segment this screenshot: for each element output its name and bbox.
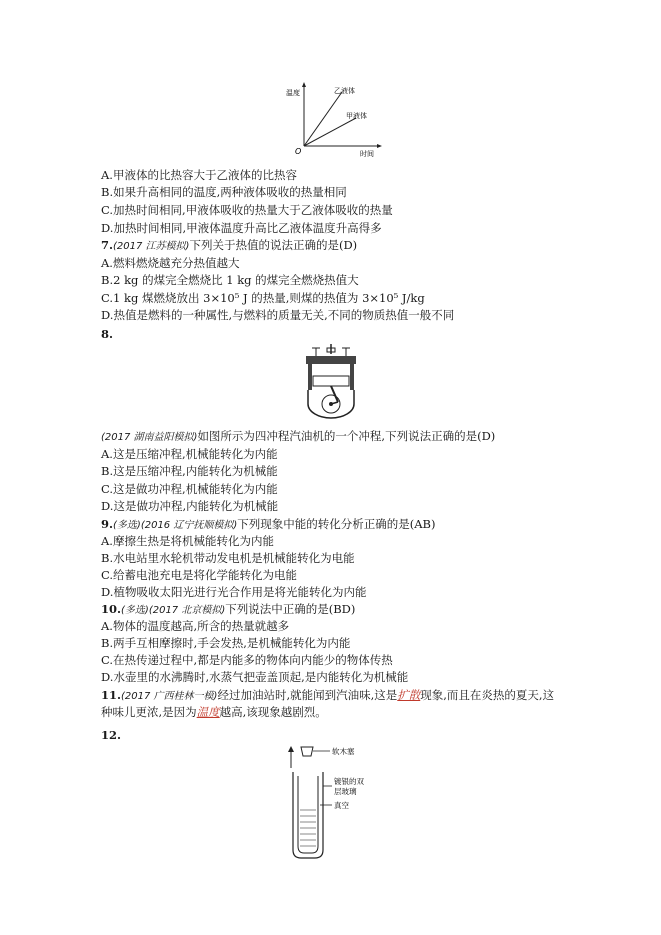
q11-text-3: 种味儿更浓,是因为 xyxy=(101,705,197,719)
q10-option-b: B.两手互相摩擦时,手会发热,是机械能转化为内能 xyxy=(101,636,351,650)
cork xyxy=(301,747,313,756)
q7-number: 7. xyxy=(101,238,114,252)
q10-option-d: D.水壶里的水沸腾时,水蒸气把壶盖顶起,是内能转化为机械能 xyxy=(101,670,409,684)
q11-text-1: 经过加油站时,就能闻到汽油味,这是 xyxy=(217,688,398,702)
q7-option-b: B.2 kg 的煤完全燃烧比 1 kg 的煤完全燃烧热值大 xyxy=(101,273,359,287)
line-b xyxy=(304,92,342,146)
q11-text-2: 现象,而且在炎热的夏天,这 xyxy=(420,688,555,702)
q7-stem xyxy=(101,237,357,255)
q11-stem-line1 xyxy=(101,687,554,705)
q8-stem xyxy=(101,428,495,446)
q7-option-a: A.燃料燃烧越充分热值越大 xyxy=(101,256,240,270)
q10-option-a: A.物体的温度越高,所含的热量就越多 xyxy=(101,619,290,633)
q9-option-b: B.水电站里水轮机带动发电机是机械能转化为电能 xyxy=(101,551,355,565)
q11-answer-2: 温度 xyxy=(196,705,220,719)
q9-option-d: D.植物吸收太阳光进行光合作用是将光能转化为内能 xyxy=(101,585,367,599)
q9-number: 9. xyxy=(101,517,114,531)
q9-option-a: A.摩擦生热是将机械能转化为内能 xyxy=(101,534,274,548)
glass-label-2: 层玻璃 xyxy=(334,787,357,796)
y-axis-arrow xyxy=(302,82,306,87)
q10-option-c: C.在热传递过程中,都是内能多的物体向内能少的物体传热 xyxy=(101,653,393,667)
q8-source: (2017 湖南益阳模拟) xyxy=(101,432,198,443)
temperature-time-graph xyxy=(282,80,392,162)
q8-option-a: A.这是压缩冲程,机械能转化为内能 xyxy=(101,447,278,461)
q8-number: 8. xyxy=(101,327,114,341)
x-axis-arrow xyxy=(377,144,382,148)
q6-option-d: D.加热时间相同,甲液体温度升高比乙液体温度升高得多 xyxy=(101,221,382,235)
vacuum-label: 真空 xyxy=(334,801,349,810)
y-axis-label: 温度 xyxy=(286,89,300,97)
line-a xyxy=(304,118,356,146)
glass-label-1: 镀银的双 xyxy=(334,777,364,786)
line-b-label: 乙液体 xyxy=(334,87,355,95)
q9-source: (多选)(2016 辽宁抚顺模拟) xyxy=(113,520,238,531)
q6-option-a: A.甲液体的比热容大于乙液体的比热容 xyxy=(101,168,297,182)
q12-number: 12. xyxy=(101,728,122,742)
q7-option-c: C.1 kg 煤燃烧放出 3×10⁵ J 的热量,则煤的热值为 3×10⁵ J/kg xyxy=(101,291,425,305)
line-a-label: 甲液体 xyxy=(346,112,367,120)
q10-number: 10. xyxy=(101,602,122,616)
q7-text: 下列关于热值的说法正确的是(D) xyxy=(189,238,358,252)
q9-stem xyxy=(101,516,435,534)
origin-label: O xyxy=(295,147,302,156)
q10-stem xyxy=(101,601,355,619)
q8-option-b: B.这是压缩冲程,内能转化为机械能 xyxy=(101,464,278,478)
cork-label: 软木塞 xyxy=(332,747,355,756)
q11-answer-1: 扩散 xyxy=(397,688,421,702)
engine-cylinder-figure xyxy=(296,342,366,420)
q6-option-b: B.如果升高相同的温度,两种液体吸收的热量相同 xyxy=(101,185,347,199)
q6-option-c: C.加热时间相同,甲液体吸收的热量大于乙液体吸收的热量 xyxy=(101,203,393,217)
q11-stem-line2 xyxy=(101,704,327,720)
q11-source: (2017 广西桂林一模) xyxy=(121,691,218,702)
q8-text: 如图所示为四冲程汽油机的一个冲程,下列说法正确的是(D) xyxy=(197,429,496,443)
q11-number: 11. xyxy=(101,688,122,702)
x-axis-label: 时间 xyxy=(360,150,374,158)
thermos-flask-figure xyxy=(282,742,422,864)
q8-option-d: D.这是做功冲程,内能转化为机械能 xyxy=(101,499,279,513)
q10-text: 下列说法中正确的是(BD) xyxy=(225,602,356,616)
q7-source: (2017 江苏模拟) xyxy=(113,241,190,252)
q9-option-c: C.给蓄电池充电是将化学能转化为电能 xyxy=(101,568,298,582)
q9-text: 下列现象中能的转化分析正确的是(AB) xyxy=(237,517,436,531)
q7-option-d: D.热值是燃料的一种属性,与燃料的质量无关,不同的物质热值一般不同 xyxy=(101,308,455,322)
q11-text-4: 越高,该现象越剧烈。 xyxy=(219,705,327,719)
q10-source: (多选)(2017 北京模拟) xyxy=(121,605,226,616)
q8-option-c: C.这是做功冲程,机械能转化为内能 xyxy=(101,482,278,496)
